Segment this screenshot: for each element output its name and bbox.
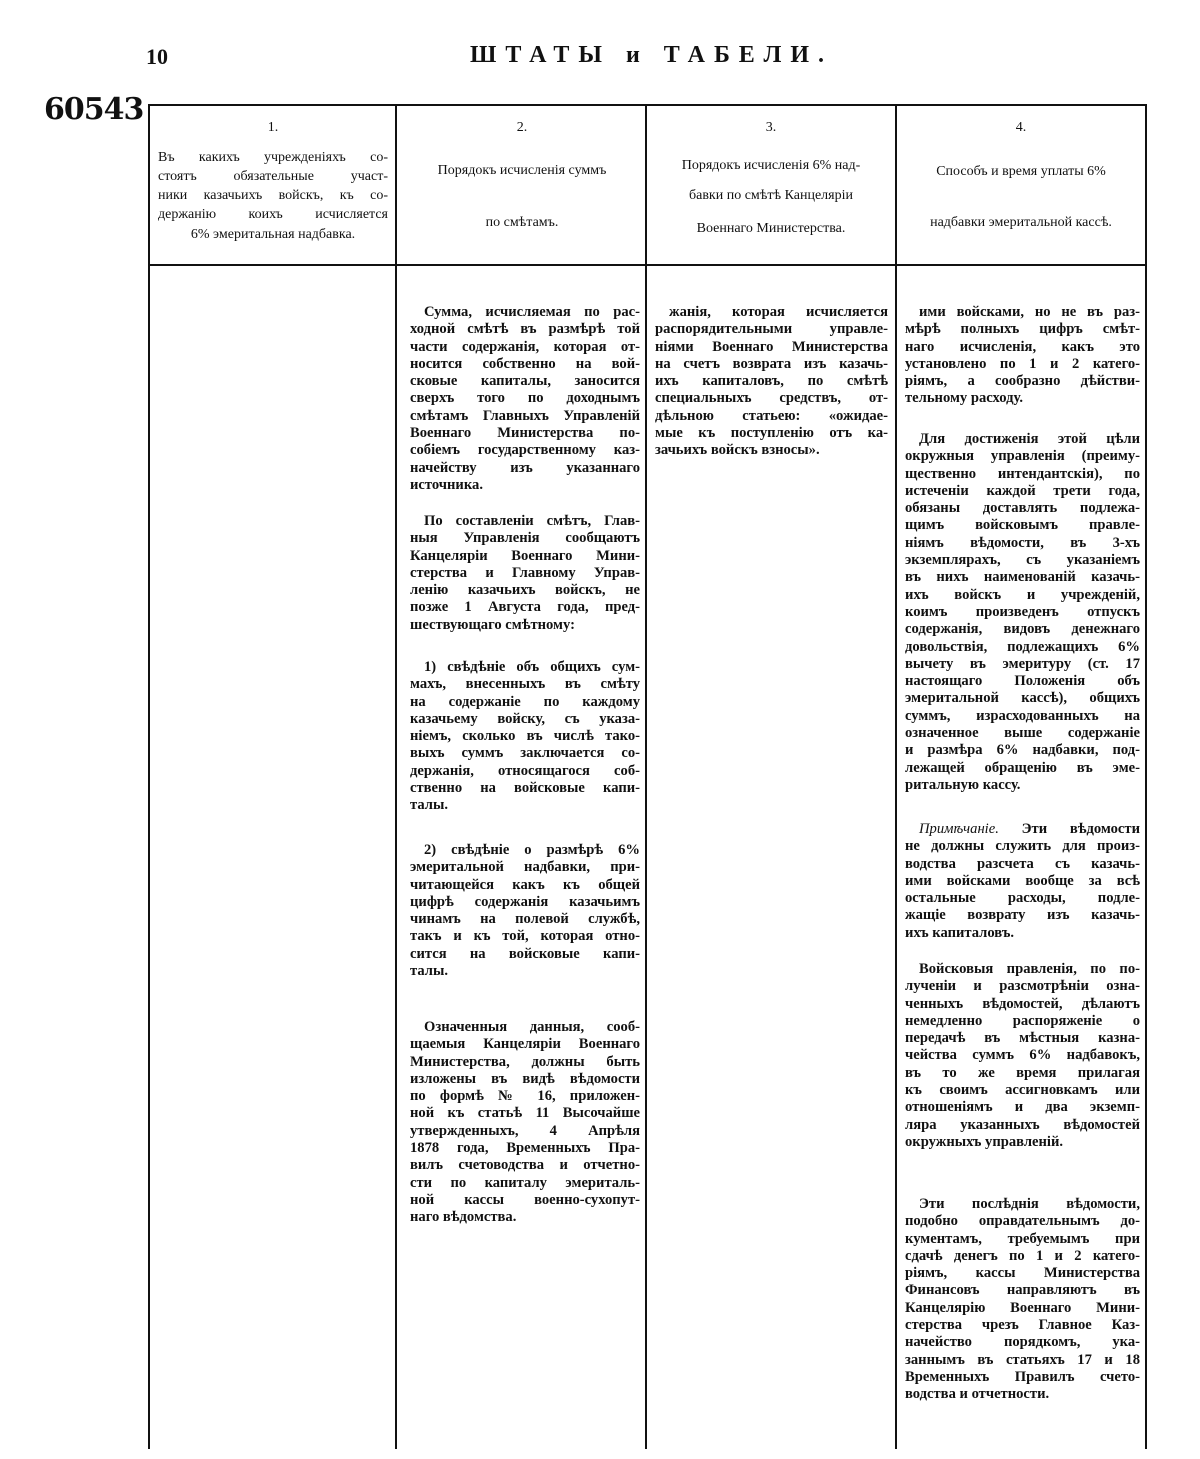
- text-line: [905, 1099, 1140, 1116]
- text-line: [905, 390, 1140, 407]
- text-line-content: шествующаго смѣтному:: [410, 616, 575, 633]
- text-line: [410, 477, 640, 494]
- text-line: [905, 500, 1140, 517]
- text-line-content: установлено по 1 и 2 катего-: [905, 355, 1140, 372]
- text-line: [905, 907, 1140, 924]
- text-line-content: эмеритальной кассѣ), общихъ: [905, 690, 1140, 707]
- text-line-content: ріямъ, а сообразно дѣйстви-: [905, 373, 1140, 390]
- note-label: Примѣчаніе.: [919, 821, 999, 837]
- table-top-border: [148, 104, 1146, 106]
- text-line: [410, 565, 640, 582]
- header-number: 1.: [267, 120, 279, 135]
- text-line-content: ніями Военнаго Министерства: [655, 338, 888, 355]
- text-line: [410, 894, 640, 911]
- text-line: [905, 996, 1140, 1013]
- text-line: [905, 708, 1140, 725]
- header-text-line: ники казачьихъ войскъ, къ со-: [158, 188, 388, 203]
- column-2-paragraph: [410, 842, 640, 980]
- text-line: [905, 356, 1140, 373]
- text-line-content: распорядительными управле-: [655, 321, 888, 338]
- text-line-content: выхъ суммъ заключается со-: [410, 745, 640, 762]
- text-line-content: стерства чрезъ Главное Каз-: [905, 1317, 1140, 1334]
- text-line-content: смѣтамъ Главныхъ Управленій: [410, 407, 640, 424]
- text-line-content: водства и отчетности.: [905, 1386, 1050, 1403]
- text-line: [655, 425, 888, 442]
- text-line-content: Военнаго Министерства по-: [410, 425, 640, 442]
- text-line: [905, 517, 1140, 534]
- column-divider: [148, 104, 150, 1449]
- text-line: [905, 725, 1140, 742]
- text-line: [410, 694, 640, 711]
- text-line: [905, 304, 1140, 321]
- text-line-content: ніемъ, сколько въ числѣ тако-: [410, 728, 640, 745]
- text-line: [905, 339, 1140, 356]
- text-line-content: ніямъ вѣдомости, въ 3-хъ: [905, 534, 1140, 551]
- text-line-content: наго вѣдомства.: [410, 1209, 517, 1226]
- text-line-content: Сумма, исчисляемая по рас-: [424, 304, 640, 320]
- text-line: [905, 1352, 1140, 1369]
- text-line-content: ной кассы военно-сухопут-: [410, 1191, 640, 1208]
- text-line-content: мые къ поступленію отъ ка-: [655, 425, 888, 442]
- header-number: 4.: [1015, 120, 1027, 135]
- text-line-content: сится на войсковые капи-: [410, 945, 640, 962]
- header-text-line: Порядокъ исчисленія 6% над-: [681, 158, 861, 173]
- column-4-paragraph: [905, 961, 1140, 1151]
- text-line-content: утвержденныхъ, 4 Апрѣля: [410, 1122, 640, 1139]
- text-line-content: щественно интендантскія), по: [905, 465, 1140, 482]
- text-line: [655, 373, 888, 390]
- text-line-content: содержанія, видовъ денежнаго: [905, 621, 1140, 638]
- text-line-content: талы.: [410, 797, 449, 814]
- column-divider: [895, 104, 897, 1449]
- header-bottom-border: [148, 264, 1146, 266]
- text-line-content: ной къ статьѣ 11 Высочайше: [410, 1105, 640, 1122]
- text-line-content: истеченіи каждой трети года,: [905, 482, 1140, 499]
- text-line-content: Министерства, должны быть: [410, 1053, 640, 1070]
- header-text-line: надбавки эмеритальной кассѣ.: [930, 215, 1112, 230]
- text-line: [410, 1019, 640, 1036]
- text-line: [655, 390, 888, 407]
- text-line: [410, 460, 640, 477]
- text-line: [905, 1317, 1140, 1334]
- text-line: [410, 911, 640, 928]
- text-line: [905, 431, 1140, 448]
- text-line-content: ими войсками, но не въ раз-: [919, 304, 1140, 320]
- column-divider: [1145, 104, 1147, 1449]
- text-line: [410, 356, 640, 373]
- text-line-content: Войсковыя правленія, по по-: [919, 961, 1140, 977]
- column-2-paragraph: [410, 304, 640, 494]
- text-line: [410, 1209, 640, 1226]
- text-line-content: къ своимъ ассигновкамъ или: [905, 1082, 1140, 1099]
- text-line: [905, 1282, 1140, 1299]
- text-line: [655, 304, 888, 321]
- text-line: [905, 321, 1140, 338]
- text-line: [410, 321, 640, 338]
- text-line-content: Канцелярію Военнаго Мини-: [905, 1299, 1140, 1316]
- text-line-content: окружныя управленія (преиму-: [905, 448, 1140, 465]
- text-line: [905, 552, 1140, 569]
- text-line-content: цифрѣ содержанія казачьимъ: [410, 893, 640, 910]
- text-line-content: настоящаго Положенія объ: [905, 673, 1140, 690]
- text-line: [410, 390, 640, 407]
- text-line: [655, 356, 888, 373]
- column-3-paragraph: [655, 304, 888, 460]
- text-line-content: ихъ капиталовъ.: [905, 924, 1014, 941]
- text-line: [905, 1386, 1140, 1403]
- text-line-content: въ то же время прилагая: [905, 1064, 1140, 1081]
- text-line-content: не должны служить для произ-: [905, 838, 1140, 855]
- text-line: [410, 548, 640, 565]
- text-line-content: довольствія, подлежащихъ 6%: [905, 638, 1140, 655]
- text-line: [410, 530, 640, 547]
- text-line-content: дѣльною статьею: «ожидае-: [655, 407, 888, 424]
- text-line-content: водства разсчета съ казачь-: [905, 855, 1140, 872]
- text-line-content: собіемъ государственному каз-: [410, 442, 640, 459]
- text-line: [410, 676, 640, 693]
- text-line-content: лежащей обращенію въ эме-: [905, 759, 1140, 776]
- text-line-content: части содержанія, которая от-: [410, 338, 640, 355]
- text-line: [410, 617, 640, 634]
- text-line: [410, 963, 640, 980]
- text-line: [655, 339, 888, 356]
- text-line-content: Для достиженія этой цѣли: [919, 431, 1140, 447]
- text-line: [905, 856, 1140, 873]
- text-line-content: Канцеляріи Военнаго Мини-: [410, 547, 640, 564]
- text-line: [905, 1248, 1140, 1265]
- text-line: [905, 448, 1140, 465]
- header-number: 2.: [516, 120, 528, 135]
- text-line-content: немедленно распоряженіе о: [905, 1012, 1140, 1029]
- text-line-content: ходной смѣтѣ въ размѣрѣ той: [410, 321, 640, 338]
- column-divider: [395, 104, 397, 1449]
- text-line-content: отношеніямъ и два экземп-: [905, 1099, 1140, 1116]
- text-line: [905, 961, 1140, 978]
- text-line: [410, 304, 640, 321]
- text-line: [905, 483, 1140, 500]
- text-line-content: ныя Управленія сообщаютъ: [410, 530, 640, 547]
- text-line-content: лученіи и разсмотрѣніи озна-: [905, 978, 1140, 995]
- text-line-content: кументамъ, требуемымъ при: [905, 1230, 1140, 1247]
- text-line-content: изложены въ видѣ вѣдомости: [410, 1070, 640, 1087]
- text-line: [905, 1030, 1140, 1047]
- column-2-paragraph: [410, 1019, 640, 1227]
- text-line-content: махъ, внесенныхъ въ смѣту: [410, 676, 640, 693]
- text-line-content: казачьему войску, съ указа-: [410, 710, 640, 727]
- text-line-content: остальные расходы, подле-: [905, 890, 1140, 907]
- text-line-content: сковые капиталы, заносится: [410, 373, 640, 390]
- text-line-content: держанія, относящагося соб-: [410, 762, 640, 779]
- text-line: [410, 339, 640, 356]
- text-line: [410, 1192, 640, 1209]
- column-4-paragraph: [905, 821, 1140, 942]
- text-line: [655, 408, 888, 425]
- text-line: [410, 711, 640, 728]
- text-line-content: зачьихъ войскъ взносы».: [655, 442, 820, 459]
- text-line: [410, 842, 640, 859]
- text-line-content: сдачѣ денегъ по 1 и 2 катего-: [905, 1247, 1140, 1264]
- text-line-content: 1878 года, Временныхъ Пра-: [410, 1140, 640, 1157]
- text-line-content: экземплярахъ, съ указаніемъ: [905, 552, 1140, 569]
- text-line-content: мѣрѣ полныхъ цифръ смѣт-: [905, 321, 1140, 338]
- text-line-content: источника.: [410, 476, 483, 493]
- text-line-content: вычету въ эмеритуру (ст. 17: [905, 655, 1140, 672]
- text-line-content: щаемыя Канцеляріи Военнаго: [410, 1036, 640, 1053]
- text-line-content: заннымъ въ статьяхъ 17 и 18: [905, 1351, 1140, 1368]
- text-line: [905, 569, 1140, 586]
- text-line-content: читающейся какъ къ общей: [410, 876, 640, 893]
- text-line-content: ченныхъ вѣдомостей, дѣлаютъ: [905, 995, 1140, 1012]
- text-line: [410, 1071, 640, 1088]
- text-line-content: передачѣ въ мѣстныя казна-: [905, 1030, 1140, 1047]
- text-line-content: коимъ произведенъ отпускъ: [905, 603, 1140, 620]
- text-line: [905, 1231, 1140, 1248]
- text-line: [410, 425, 640, 442]
- text-line: [655, 321, 888, 338]
- text-line: [905, 978, 1140, 995]
- archive-stamp-number: 60543: [44, 92, 144, 127]
- text-line-content: По составленіи смѣтъ, Глав-: [424, 513, 640, 529]
- text-line: [905, 742, 1140, 759]
- text-line-content: въ нихъ наименованій казачь-: [905, 569, 1140, 586]
- text-line-content: суммъ, израсходованныхъ на: [905, 707, 1140, 724]
- text-line-content: и размѣра 6% надбавки, под-: [905, 742, 1140, 759]
- text-line: [905, 777, 1140, 794]
- text-line: [410, 513, 640, 530]
- text-line-content: на счетъ возврата изъ казачь-: [655, 355, 888, 372]
- text-line: [905, 466, 1140, 483]
- text-line: [410, 797, 640, 814]
- text-line: [410, 763, 640, 780]
- text-line: [905, 925, 1140, 942]
- text-line: [905, 690, 1140, 707]
- text-line-content: жащіе возврату изъ казачь-: [905, 907, 1140, 924]
- text-line-content: сти по капиталу эмериталь-: [410, 1174, 640, 1191]
- text-line: [410, 1088, 640, 1105]
- text-line-content: позже 1 Августа года, пред-: [410, 599, 640, 616]
- column-4-paragraph: [905, 1196, 1140, 1404]
- text-line: [905, 821, 1140, 838]
- text-line-content: начейство порядкомъ, ука-: [905, 1334, 1140, 1351]
- text-line: [410, 599, 640, 616]
- header-number: 3.: [765, 120, 777, 135]
- text-line: [410, 1157, 640, 1174]
- text-line: [410, 582, 640, 599]
- text-line-content: на содержаніе по каждому: [410, 693, 640, 710]
- text-line-content: ими войсками вообще за всѣ: [905, 872, 1140, 889]
- header-text-line: Военнаго Министерства.: [696, 221, 846, 236]
- text-line-content: обязаны доставлять подлежа-: [905, 500, 1140, 517]
- header-text-line: стоятъ обязательные участ-: [158, 169, 388, 184]
- text-line-content: жанія, которая исчисляется: [669, 304, 888, 320]
- text-line: [410, 859, 640, 876]
- text-line-content: тельному расходу.: [905, 390, 1024, 407]
- text-line: [905, 587, 1140, 604]
- text-line: [410, 1105, 640, 1122]
- text-line: [410, 928, 640, 945]
- text-line: [410, 659, 640, 676]
- text-line: [905, 1265, 1140, 1282]
- text-line: [410, 728, 640, 745]
- column-2-paragraph: [410, 513, 640, 634]
- text-line: [905, 838, 1140, 855]
- text-line-content: ихъ капиталовъ, по смѣтѣ: [655, 373, 888, 390]
- text-line-content: наго исчисленія, какъ это: [905, 338, 1140, 355]
- text-line: [410, 373, 640, 390]
- text-line-content: эмеритальной надбавки, при-: [410, 859, 640, 876]
- text-line: [905, 760, 1140, 777]
- text-line: [905, 656, 1140, 673]
- text-line-content: Финансовъ направляютъ въ: [905, 1282, 1140, 1299]
- text-line: [410, 877, 640, 894]
- text-line-content: вилъ счетоводства и отчетно-: [410, 1157, 640, 1174]
- text-line-content: талы.: [410, 963, 449, 980]
- text-line: [905, 535, 1140, 552]
- text-line-content: означенное выше содержаніе: [905, 725, 1140, 742]
- text-line: [410, 442, 640, 459]
- text-line-content: Эти вѣдомости: [998, 821, 1140, 837]
- text-line: [410, 1036, 640, 1053]
- header-text-line: 6% эмеритальная надбавка.: [190, 227, 356, 242]
- text-line: [410, 1175, 640, 1192]
- text-line: [905, 890, 1140, 907]
- running-title: ШТАТЫ и ТАБЕЛИ.: [470, 42, 834, 68]
- text-line: [905, 373, 1140, 390]
- column-4-paragraph: [905, 304, 1140, 408]
- text-line: [905, 1013, 1140, 1030]
- text-line: [905, 1134, 1140, 1151]
- text-line-content: по формѣ № 16, приложен-: [410, 1088, 640, 1105]
- text-line: [410, 745, 640, 762]
- header-text-line: держанію коихъ исчисляется: [158, 207, 388, 222]
- text-line: [905, 1196, 1140, 1213]
- text-line-content: такъ и къ той, которая отно-: [410, 928, 640, 945]
- text-line-content: стерства и Главному Управ-: [410, 564, 640, 581]
- page-number: 10: [146, 44, 168, 69]
- text-line: [905, 673, 1140, 690]
- text-line-content: специальныхъ средствъ, от-: [655, 390, 888, 407]
- text-line-content: Временныхъ Правилъ счето-: [905, 1368, 1140, 1385]
- text-line: [905, 1369, 1140, 1386]
- text-line: [905, 1047, 1140, 1064]
- text-line: [905, 1065, 1140, 1082]
- text-line: [905, 1117, 1140, 1134]
- column-4-paragraph: [905, 431, 1140, 794]
- text-line: [655, 442, 888, 459]
- text-line-content: чинамъ на полевой службѣ,: [410, 911, 640, 928]
- text-line: [905, 873, 1140, 890]
- text-line: [905, 1082, 1140, 1099]
- text-line-content: ственно на войсковые капи-: [410, 780, 640, 797]
- header-text-line: по смѣтамъ.: [485, 215, 559, 230]
- text-line: [410, 780, 640, 797]
- text-line: [410, 408, 640, 425]
- text-line: [905, 1334, 1140, 1351]
- text-line-content: 2) свѣдѣніе о размѣрѣ 6%: [424, 842, 640, 858]
- text-line: [410, 946, 640, 963]
- text-line-content: ихъ войскъ и учрежденій,: [905, 586, 1140, 603]
- text-line: [905, 1213, 1140, 1230]
- text-line-content: подобно оправдательнымъ до-: [905, 1213, 1140, 1230]
- text-line-content: 1) свѣдѣніе объ общихъ сум-: [424, 659, 640, 675]
- text-line-content: сверхъ того по доходнымъ: [410, 390, 640, 407]
- text-line: [410, 1123, 640, 1140]
- text-line: [410, 1054, 640, 1071]
- text-line-content: щимъ войсковымъ правле-: [905, 517, 1140, 534]
- text-line-content: Эти послѣднія вѣдомости,: [919, 1196, 1140, 1212]
- text-line: [905, 639, 1140, 656]
- header-text-line: Способъ и время уплаты 6%: [936, 164, 1106, 179]
- header-text-line: Порядокъ исчисленія суммъ: [437, 163, 607, 178]
- text-line: [905, 621, 1140, 638]
- text-line-content: Означенныя данныя, сооб-: [424, 1019, 640, 1035]
- text-line-content: ритальную кассу.: [905, 776, 1021, 793]
- column-divider: [645, 104, 647, 1449]
- text-line: [905, 1300, 1140, 1317]
- text-line-content: ріямъ, кассы Министерства: [905, 1265, 1140, 1282]
- header-text-line: бавки по смѣтѣ Канцеляріи: [688, 188, 853, 203]
- text-line-content: носится собственно на вой-: [410, 355, 640, 372]
- text-line-content: начейству изъ указаннаго: [410, 459, 640, 476]
- column-2-paragraph: [410, 659, 640, 815]
- text-line-content: ленію казачьихъ войскъ, не: [410, 582, 640, 599]
- text-line-content: чейства суммъ 6% надбавокъ,: [905, 1047, 1140, 1064]
- text-line-content: окружныхъ управленій.: [905, 1133, 1064, 1150]
- text-line: [410, 1140, 640, 1157]
- text-line: [905, 604, 1140, 621]
- text-line-content: ляра указанныхъ вѣдомостей: [905, 1116, 1140, 1133]
- header-text-line: Въ какихъ учрежденіяхъ со-: [158, 150, 388, 165]
